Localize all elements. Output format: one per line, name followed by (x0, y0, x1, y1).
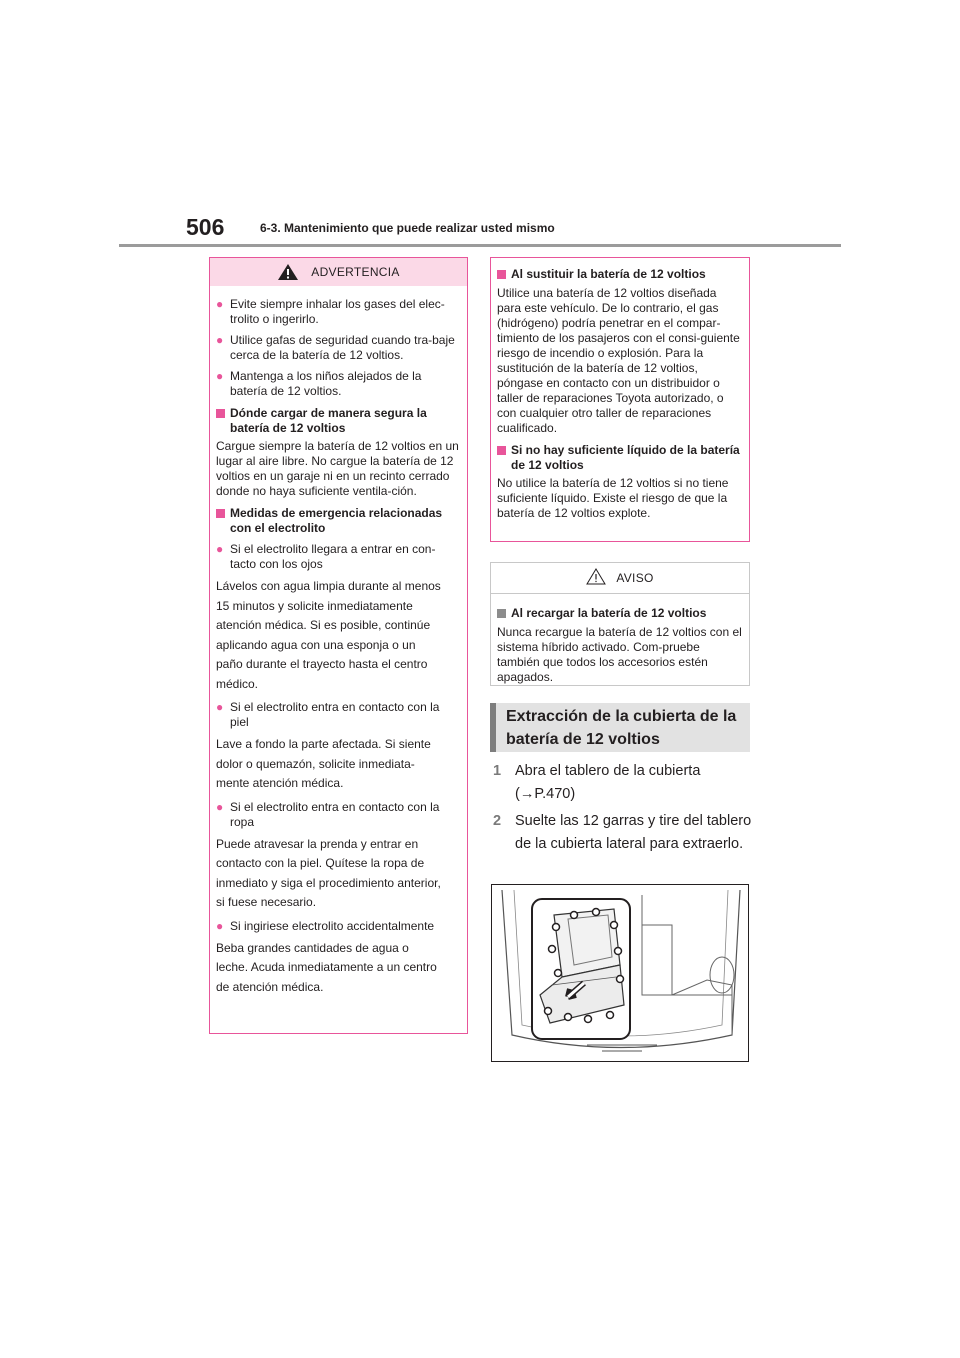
list-item: ● Utilice gafas de seguridad cuando tra-baje cerca de la batería de 12 voltios. (216, 333, 455, 362)
subheading: Al sustituir la batería de 12 voltios (497, 267, 743, 283)
header-rule (119, 244, 841, 247)
list-item: ● Mantenga a los niños alejados de la batería de 12 voltios. (216, 369, 422, 398)
warning-title: ADVERTENCIA (311, 265, 400, 279)
subheading: Medidas de emergencia relacionadas con el electrolito (216, 506, 461, 536)
warning-header (210, 258, 467, 286)
list-item: ● Si el electrolito llegara a entrar en con-tacto con los ojos (216, 542, 436, 571)
subheading: Dónde cargar de manera segura la batería de 12 voltios (216, 406, 461, 436)
square-bullet-icon (497, 609, 506, 618)
warning-box (209, 257, 468, 1034)
notice-box (490, 562, 750, 686)
paragraph: Lave a fondo la parte afectada. Si siente dolor o quemazón, solicite inmediata- mente atención médica. (216, 737, 431, 790)
bullet-icon: ● (216, 700, 224, 714)
bullet-icon: ● (216, 297, 224, 311)
list-item: ● Si el electrolito entra en contacto con la ropa (216, 799, 440, 829)
section-heading: Extracción de la cubierta de la batería de 12 voltios (490, 703, 750, 752)
paragraph: Lávelos con agua limpia durante al menos 15 minutos y solicite inmediatamente atención médica. Si es posible, continúe aplicando agua con una esponja o un paño durante el trayecto hasta el centro médico. (216, 579, 441, 691)
warning-continuation-box (490, 257, 750, 542)
bullet-icon: ● (216, 542, 224, 556)
subheading: Al recargar la batería de 12 voltios (497, 606, 743, 622)
paragraph: Nunca recargue la batería de 12 voltios con el sistema híbrido activado. Com-pruebe también que todos los accesorios estén apagados. (497, 625, 742, 684)
notice-triangle-icon (586, 568, 606, 588)
subheading: Si no hay suficiente líquido de la batería de 12 voltios (497, 443, 743, 473)
notice-header (491, 563, 749, 594)
steps-list (493, 760, 753, 860)
paragraph: Cargue siempre la batería de 12 voltios en un lugar al aire libre. No cargue la batería de 12 voltios en un garaje ni en un recinto cerrado donde no haya suficiente ventila-ción. (216, 439, 459, 498)
square-bullet-icon (497, 446, 506, 455)
square-bullet-icon (216, 509, 225, 518)
list-item: ● Si el electrolito entra en contacto con la piel (216, 700, 440, 729)
bullet-icon: ● (216, 799, 224, 814)
warning-triangle-icon (277, 263, 299, 281)
paragraph: Puede atravesar la prenda y entrar en contacto con la piel. Quítese la ropa de inmediato y siga el procedimiento anterior, si fuese necesario. (216, 836, 441, 909)
notice-title: AVISO (616, 571, 654, 585)
square-bullet-icon (497, 270, 506, 279)
step-item: 1 Abra el tablero de la cubierta (→P.470) (493, 763, 701, 802)
paragraph: Beba grandes cantidades de agua o leche. Acuda inmediatamente a un centro de atención médica. (216, 940, 437, 994)
paragraph: No utilice la batería de 12 voltios si no tiene suficiente líquido. Existe el riesgo de que la batería de 12 voltios explote. (497, 476, 729, 520)
trunk-cover-illustration (491, 884, 749, 1062)
square-bullet-icon (216, 409, 225, 418)
section-title: 6-3. Mantenimiento que puede realizar usted mismo (260, 221, 555, 235)
page-number: 506 (186, 214, 225, 240)
list-item: ● Evite siempre inhalar los gases del elec-trolito o ingerirlo. (216, 297, 445, 326)
step-item: 2 Suelte las 12 garras y tire del tablero de la cubierta lateral para extraerlo. (493, 813, 752, 852)
bullet-icon: ● (216, 918, 224, 933)
bullet-icon: ● (216, 369, 224, 383)
list-item: ● Si ingiriese electrolito accidentalmente (216, 918, 435, 933)
paragraph: Utilice una batería de 12 voltios diseñada para este vehículo. De lo contrario, el gas (hidrógeno) podría penetrar en el compar-timiento de los pasajeros con el consi-guiente riesgo de incendio o explosión. Para la sustitución de la batería de 12 voltios, póngase en contacto con un distribuidor o taller de reparaciones Toyota autorizado, o con cualquier otro taller de reparaciones cualificado. (497, 286, 740, 435)
bullet-icon: ● (216, 333, 224, 347)
